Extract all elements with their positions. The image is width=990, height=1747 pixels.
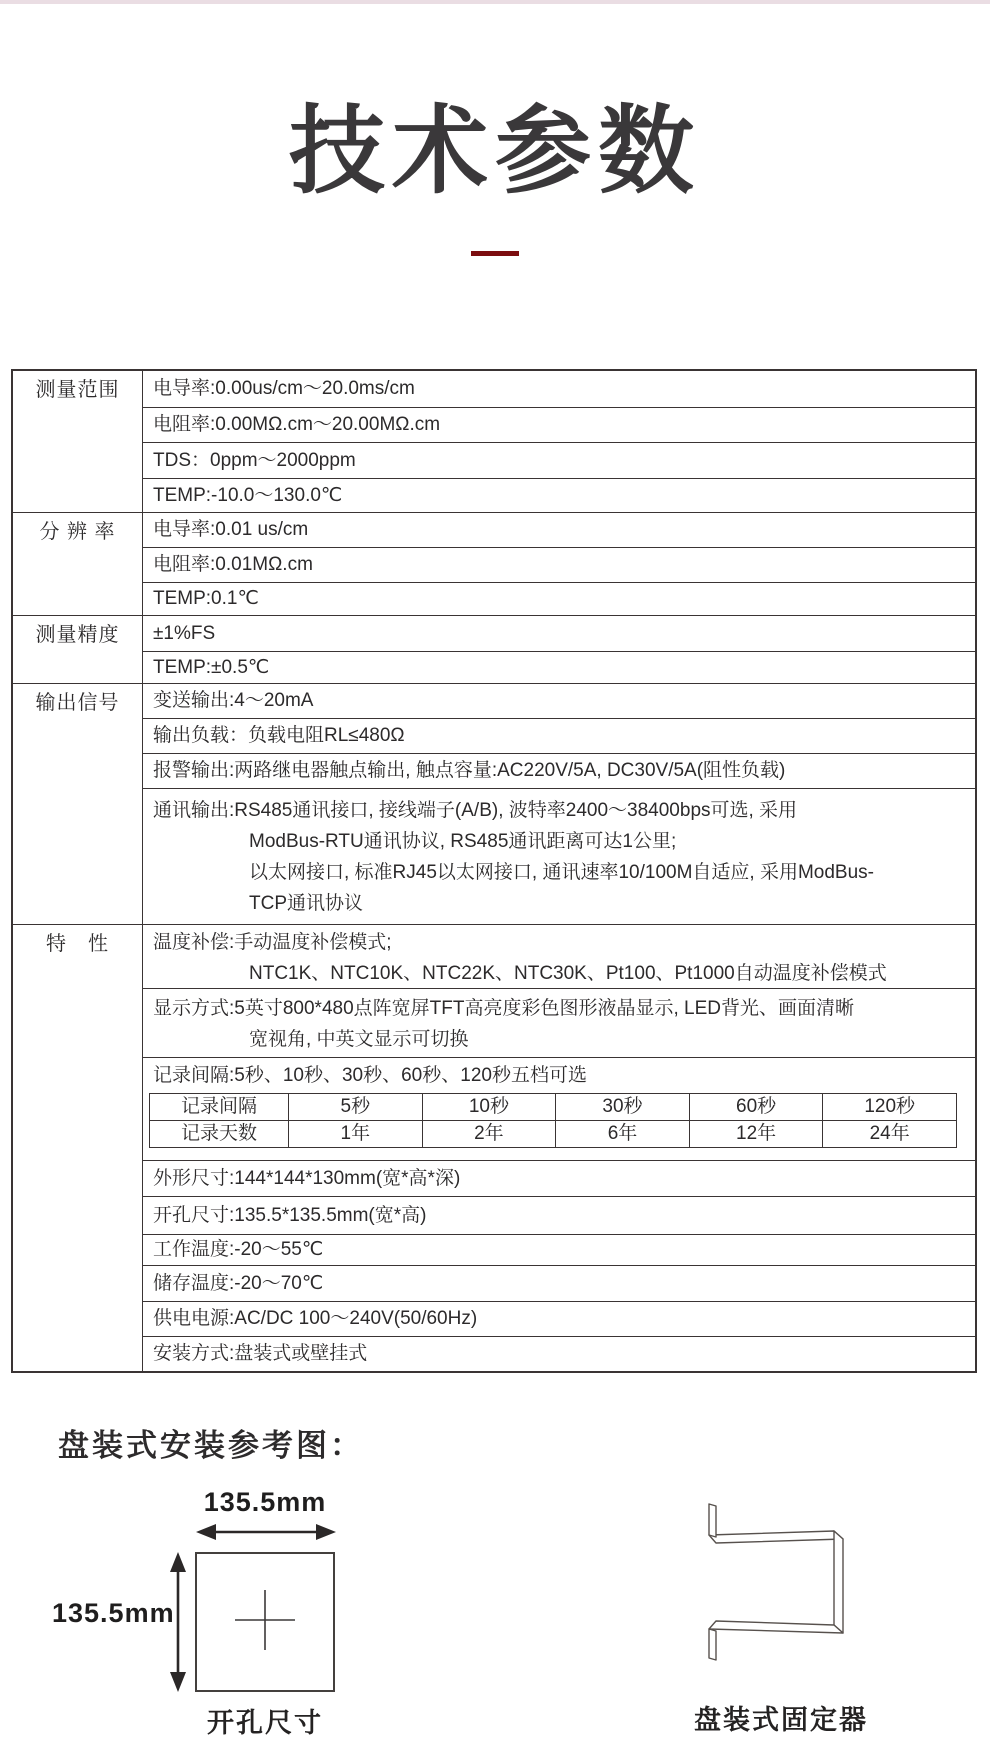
record-cell: 2年 bbox=[422, 1121, 556, 1148]
display-line: 显示方式:5英寸800*480点阵宽屏TFT高亮度彩色图形液晶显示, LED背光、画面清晰 bbox=[153, 998, 854, 1019]
section-output-signal bbox=[13, 684, 975, 925]
spec-row-record-interval bbox=[143, 1058, 975, 1161]
section-label: 测量范围 bbox=[13, 371, 143, 512]
spec-row-temp-compensation bbox=[143, 925, 975, 989]
record-cell: 24年 bbox=[823, 1121, 957, 1148]
record-cell: 120秒 bbox=[823, 1094, 957, 1121]
temp-comp-line: NTC1K、NTC10K、NTC22K、NTC30K、Pt100、Pt1000自动温度补偿模式 bbox=[249, 963, 887, 984]
temp-comp-line: 温度补偿:手动温度补偿模式; bbox=[153, 932, 392, 953]
spec-row: 电导率:0.01 us/cm bbox=[143, 513, 975, 548]
section-rows bbox=[143, 684, 975, 924]
spec-row: 电导率:0.00us/cm～20.0ms/cm bbox=[143, 371, 975, 408]
spec-row: TEMP:±0.5℃ bbox=[153, 656, 270, 678]
spec-row: TEMP:-10.0～130.0℃ bbox=[153, 484, 343, 506]
page-title: 技术参数 bbox=[289, 98, 701, 205]
section-label: 测量精度 bbox=[13, 616, 143, 683]
section-features bbox=[13, 925, 975, 1371]
record-table-row bbox=[150, 1094, 957, 1121]
display-line: 宽视角, 中英文显示可切换 bbox=[249, 1029, 469, 1050]
top-accent-bar bbox=[0, 0, 990, 4]
spec-row: 电阻率:0.00MΩ.cm～20.00MΩ.cm bbox=[143, 408, 975, 443]
section-rows bbox=[143, 371, 975, 512]
cutout-width-label: 135.5mm bbox=[203, 1487, 327, 1517]
panel-mount-bracket-drawing bbox=[698, 1500, 858, 1665]
horizontal-dimension-arrow bbox=[196, 1521, 336, 1543]
spec-row: 报警输出:两路继电器触点输出, 触点容量:AC220V/5A, DC30V/5A(阻性负载) bbox=[143, 754, 975, 789]
spec-row: TDS：0ppm～2000ppm bbox=[143, 443, 975, 479]
spec-row: 供电电源:AC/DC 100～240V(50/60Hz) bbox=[143, 1302, 975, 1337]
record-cell: 1年 bbox=[289, 1121, 423, 1148]
spec-row: 输出负载：负载电阻RL≤480Ω bbox=[143, 719, 975, 754]
spec-row: ±1%FS bbox=[143, 616, 975, 652]
record-cell: 5秒 bbox=[289, 1094, 423, 1121]
record-cell: 6年 bbox=[556, 1121, 690, 1148]
vertical-dimension-arrow bbox=[167, 1552, 189, 1692]
center-cross-mark bbox=[233, 1588, 297, 1652]
record-cell: 记录天数 bbox=[150, 1121, 289, 1148]
spec-row: TEMP:0.1℃ bbox=[153, 588, 259, 609]
comm-line: 通讯输出:RS485通讯接口, 接线端子(A/B), 波特率2400～38400bps可选, 采用 bbox=[153, 800, 798, 821]
spec-row: 电阻率:0.01MΩ.cm bbox=[143, 548, 975, 583]
record-cell: 10秒 bbox=[422, 1094, 556, 1121]
fixer-caption: 盘装式固定器 bbox=[694, 1705, 868, 1735]
section-rows bbox=[143, 616, 975, 683]
record-cell: 60秒 bbox=[689, 1094, 823, 1121]
record-table bbox=[149, 1093, 957, 1148]
spec-row-display-mode bbox=[143, 989, 975, 1058]
record-cell: 30秒 bbox=[556, 1094, 690, 1121]
record-cell: 记录间隔 bbox=[150, 1094, 289, 1121]
mount-section-heading: 盘装式安装参考图： bbox=[58, 1428, 364, 1463]
record-cell: 12年 bbox=[689, 1121, 823, 1148]
spec-row: 工作温度:-20～55℃ bbox=[143, 1235, 975, 1266]
spec-row: 储存温度:-20～70℃ bbox=[143, 1266, 975, 1302]
record-table-row bbox=[150, 1121, 957, 1148]
spec-row: 变送输出:4～20mA bbox=[143, 684, 975, 719]
section-resolution bbox=[13, 513, 975, 616]
cutout-height-label: 135.5mm bbox=[52, 1598, 175, 1628]
cutout-caption: 开孔尺寸 bbox=[207, 1708, 323, 1738]
section-rows bbox=[143, 513, 975, 615]
section-measure-range bbox=[13, 371, 975, 513]
section-label: 特 性 bbox=[13, 925, 143, 1371]
spec-row: 安装方式:盘装式或壁挂式 bbox=[153, 1343, 368, 1364]
comm-line: TCP通讯协议 bbox=[249, 893, 364, 914]
spec-row: 外形尺寸:144*144*130mm(宽*高*深) bbox=[143, 1161, 975, 1197]
section-accuracy bbox=[13, 616, 975, 684]
comm-line: ModBus-RTU通讯协议, RS485通讯距离可达1公里; bbox=[249, 831, 677, 852]
spec-table bbox=[11, 369, 977, 1373]
section-label: 输出信号 bbox=[13, 684, 143, 924]
spec-row: 开孔尺寸:135.5*135.5mm(宽*高) bbox=[143, 1197, 975, 1235]
record-interval-text: 记录间隔:5秒、10秒、30秒、60秒、120秒五档可选 bbox=[153, 1065, 587, 1086]
section-label: 分 辨 率 bbox=[13, 513, 143, 615]
section-rows bbox=[143, 925, 975, 1371]
title-underline bbox=[471, 251, 519, 256]
spec-row-comm-output bbox=[143, 789, 975, 924]
comm-line: 以太网接口, 标准RJ45以太网接口, 通讯速率10/100M自适应, 采用ModBus- bbox=[249, 862, 874, 883]
